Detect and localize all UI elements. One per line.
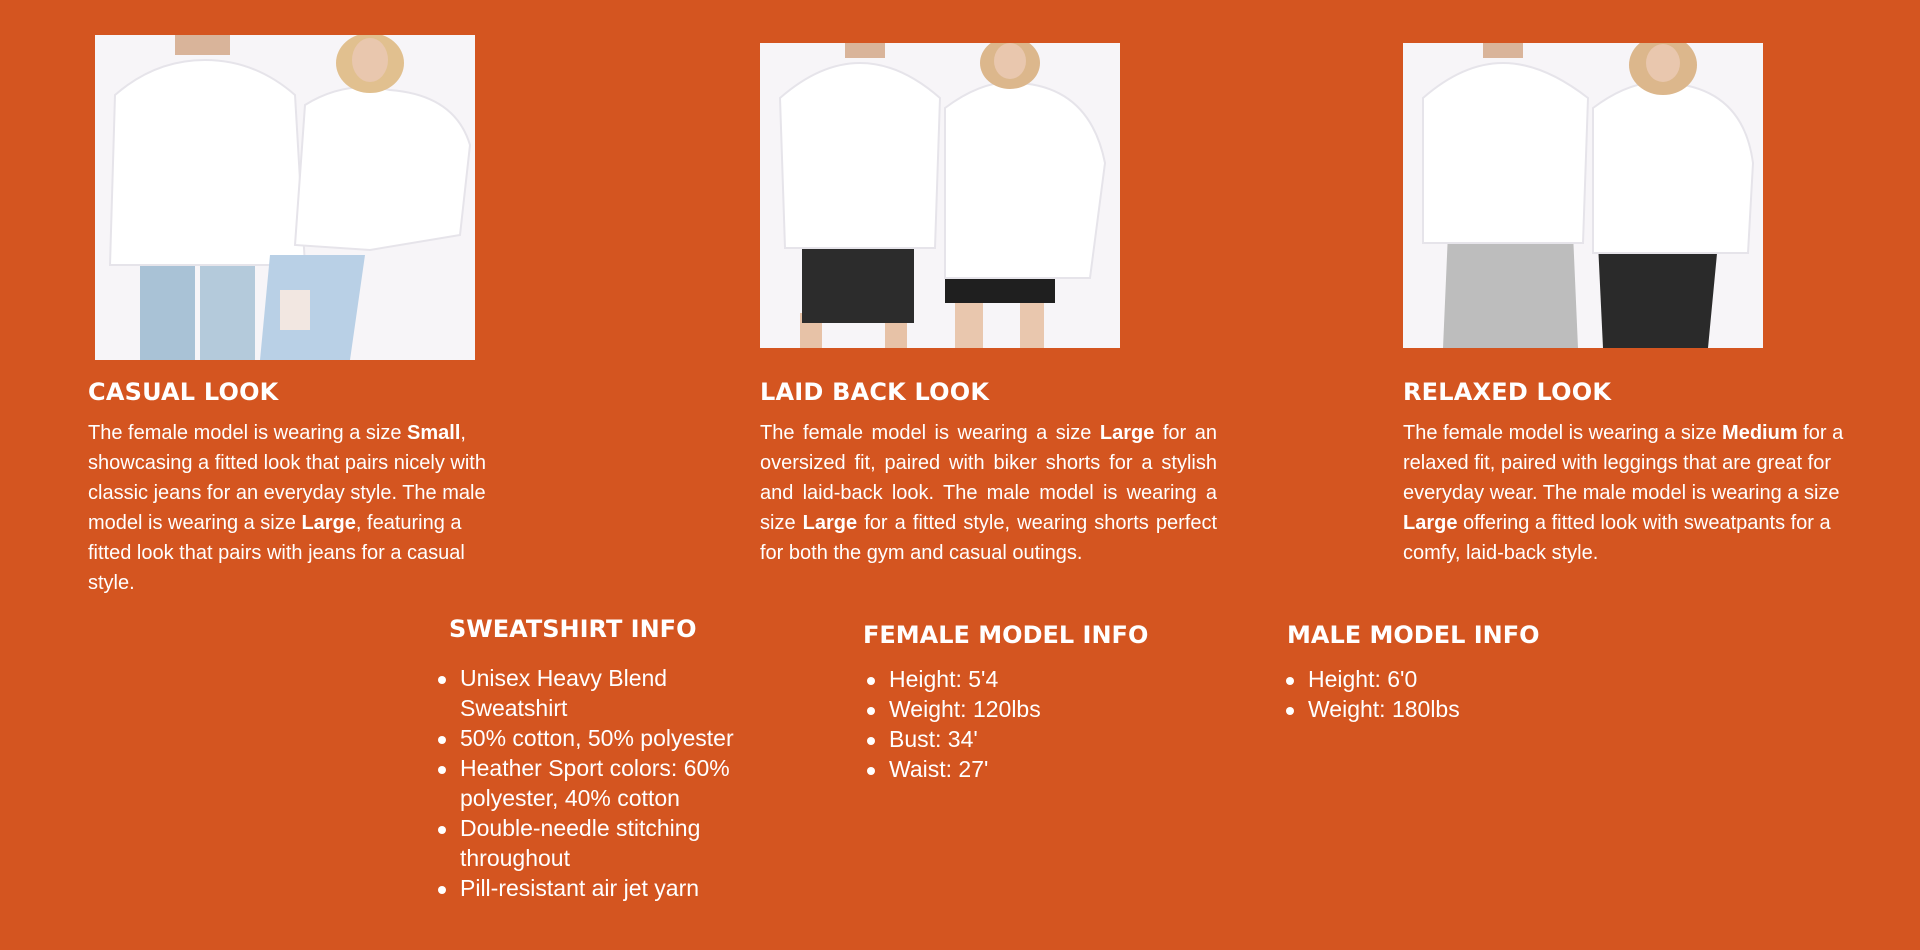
laid-back-look-title: LAID BACK LOOK (760, 378, 990, 406)
relaxed-look-description: The female model is wearing a size Medium for a relaxed fit, paired with leggings that are great for everyday wear. The male model is wearing a size Large offering a fitted look with sweatpants for a comfy, laid-back style. (1403, 422, 1844, 564)
laid-back-look-description: The female model is wearing a size Large for an oversized fit, paired with biker shorts for a stylish and laid-back look. The male model is wearing a size Large for a fitted style, wearing shorts perfect for both the gym and casual outings. (760, 422, 1217, 564)
female-model-info-list (863, 664, 1163, 784)
list-item: Bust: 34' (863, 724, 1163, 754)
male-model-info-list (1282, 664, 1582, 724)
list-item: Height: 5'4 (863, 664, 1163, 694)
casual-look-description: The female model is wearing a size Small, showcasing a fitted look that pairs nicely with classic jeans for an everyday style. The male model is wearing a size Large, featuring a fitted look that pairs with jeans for a casual style. (88, 422, 486, 594)
casual-look-photo (95, 35, 475, 360)
female-size: Small (407, 422, 461, 444)
sweatshirt-info-list (434, 663, 764, 903)
list-item: Unisex Heavy Blend Sweatshirt (434, 663, 764, 723)
casual-look-title: CASUAL LOOK (88, 378, 279, 406)
list-item: Pill-resistant air jet yarn (434, 873, 764, 903)
female-model-info-title: FEMALE MODEL INFO (863, 621, 1149, 649)
list-item: Weight: 120lbs (863, 694, 1163, 724)
relaxed-look-photo (1403, 43, 1763, 348)
list-item: Double-needle stitching throughout (434, 813, 764, 873)
male-size: Large (1403, 512, 1458, 534)
relaxed-look-title: RELAXED LOOK (1403, 378, 1612, 406)
male-size: Large (802, 512, 858, 534)
laid-back-look-photo (760, 43, 1120, 348)
male-model-info-title: MALE MODEL INFO (1287, 621, 1540, 649)
female-size: Medium (1722, 422, 1798, 444)
list-item: Heather Sport colors: 60% polyester, 40% cotton (434, 753, 764, 813)
female-size: Large (1099, 422, 1155, 444)
list-item: Height: 6'0 (1282, 664, 1582, 694)
list-item: Weight: 180lbs (1282, 694, 1582, 724)
list-item: 50% cotton, 50% polyester (434, 723, 764, 753)
male-size: Large (301, 512, 356, 534)
list-item: Waist: 27' (863, 754, 1163, 784)
sweatshirt-info-title: SWEATSHIRT INFO (449, 615, 697, 643)
